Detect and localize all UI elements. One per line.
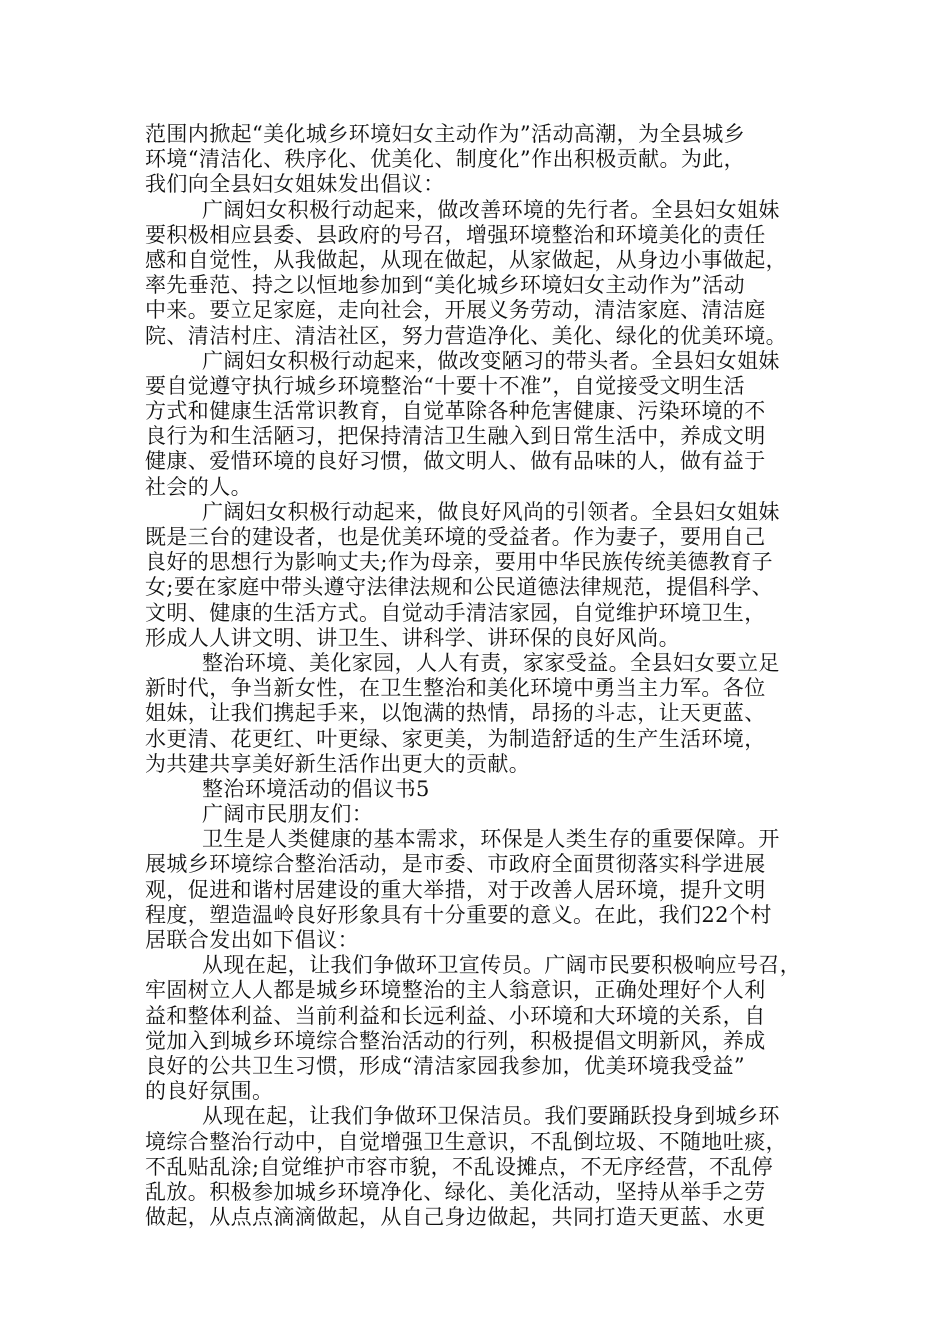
text-line: 院、清洁村庄、清洁社区，努力营造净化、美化、绿化的优美环境。 (145, 323, 787, 348)
text-line: 形成人人讲文明、讲卫生、讲科学、讲环保的良好风尚。 (145, 625, 680, 650)
text-line: 要积极相应县委、县政府的号召，增强环境整治和环境美化的责任 (145, 222, 766, 247)
text-line: 牢固树立人人都是城乡环境整治的主人翁意识，正确处理好个人利 (145, 978, 766, 1003)
text-line: 既是三台的建设者，也是优美环境的受益者。作为妻子，要用自己 (145, 525, 766, 549)
text-line: 文明、健康的生活方式。自觉动手清洁家园，自觉维护环境卫生， (145, 600, 766, 625)
text-line: 广阔市民朋友们： (202, 802, 374, 827)
document-body (145, 122, 825, 1230)
text-line: 范围内掀起“美化城乡环境妇女主动作为”活动高潮，为全县城乡 (145, 122, 746, 146)
text-line: 为共建共享美好新生活作出更大的贡献。 (145, 751, 531, 776)
text-line: 良行为和生活陋习，把保持清洁卫生融入到日常生活中，养成文明 (145, 424, 766, 449)
text-line: 广阔妇女积极行动起来，做改善环境的先行者。全县妇女姐妹 (202, 197, 780, 222)
text-line: 环境“清洁化、秩序化、优美化、制度化”作出积极贡献。为此， (145, 147, 746, 172)
text-line: 境综合整治行动中，自觉增强卫生意识，不乱倒垃圾、不随地吐痰， (145, 1129, 787, 1154)
text-line: 居联合发出如下倡议： (145, 928, 359, 952)
text-line: 社会的人。 (145, 474, 252, 499)
text-line: 卫生是人类健康的基本需求，环保是人类生存的重要保障。开 (202, 827, 780, 852)
text-line: 做起，从点点滴滴做起，从自己身边做起，共同打造天更蓝、水更 (145, 1205, 766, 1230)
text-line: 不乱贴乱涂;自觉维护市容市貌，不乱设摊点，不无序经营，不乱停 (145, 1154, 774, 1179)
text-line: 率先垂范、持之以恒地参加到“美化城乡环境妇女主动作为”活动 (145, 273, 746, 298)
text-line: 要自觉遵守执行城乡环境整治“十要十不准”，自觉接受文明生活 (145, 373, 746, 398)
text-line: 整治环境活动的倡议书5 (202, 776, 430, 801)
text-line: 乱放。积极参加城乡环境净化、绿化、美化活动，坚持从举手之劳 (145, 1179, 766, 1204)
text-line: 水更清、花更红、叶更绿、家更美，为制造舒适的生产生活环境， (145, 726, 766, 751)
text-line: 良好的公共卫生习惯，形成“清洁家园我参加，优美环境我受益” (145, 1053, 746, 1078)
text-line: 新时代，争当新女性，在卫生整治和美化环境中勇当主力军。各位 (145, 676, 766, 701)
text-line: 方式和健康生活常识教育，自觉革除各种危害健康、污染环境的不 (145, 399, 766, 424)
text-line: 女;要在家庭中带头遵守法律法规和公民道德法律规范，提倡科学、 (145, 575, 774, 600)
text-line: 益和整体利益、当前利益和长远利益、小环境和大环境的关系，自 (145, 1003, 766, 1028)
text-line: 我们向全县妇女姐妹发出倡议： (145, 172, 445, 197)
text-line: 程度，塑造温岭良好形象具有十分重要的意义。在此，我们22个村 (145, 902, 772, 927)
text-line: 整治环境、美化家园，人人有责，家家受益。全县妇女要立足 (202, 650, 780, 675)
text-line: 中来。要立足家庭，走向社会，开展义务劳动，清洁家庭、清洁庭 (145, 298, 766, 323)
text-line: 展城乡环境综合整治活动，是市委、市政府全面贯彻落实科学进展 (145, 852, 766, 877)
text-line: 观，促进和谐村居建设的重大举措，对于改善人居环境，提升文明 (145, 877, 766, 902)
text-line: 感和自觉性，从我做起，从现在做起，从家做起，从身边小事做起， (145, 247, 787, 272)
text-line: 从现在起，让我们争做环卫宣传员。广阔市民要积极响应号召， (202, 953, 802, 978)
text-line: 的良好氛围。 (145, 1079, 274, 1104)
text-line: 良好的思想行为影响丈夫;作为母亲，要用中华民族传统美德教育子 (145, 550, 774, 575)
text-line: 健康、爱惜环境的良好习惯，做文明人、做有品味的人，做有益于 (145, 449, 766, 474)
text-line: 姐妹，让我们携起手来，以饱满的热情，昂扬的斗志，让天更蓝、 (145, 701, 766, 726)
text-line: 广阔妇女积极行动起来，做良好风尚的引领者。全县妇女姐妹 (202, 499, 780, 524)
text-line: 觉加入到城乡环境综合整治活动的行列，积极提倡文明新风，养成 (145, 1028, 766, 1053)
text-line: 广阔妇女积极行动起来，做改变陋习的带头者。全县妇女姐妹 (202, 348, 780, 373)
text-line: 从现在起，让我们争做环卫保洁员。我们要踊跃投身到城乡环 (202, 1104, 780, 1129)
